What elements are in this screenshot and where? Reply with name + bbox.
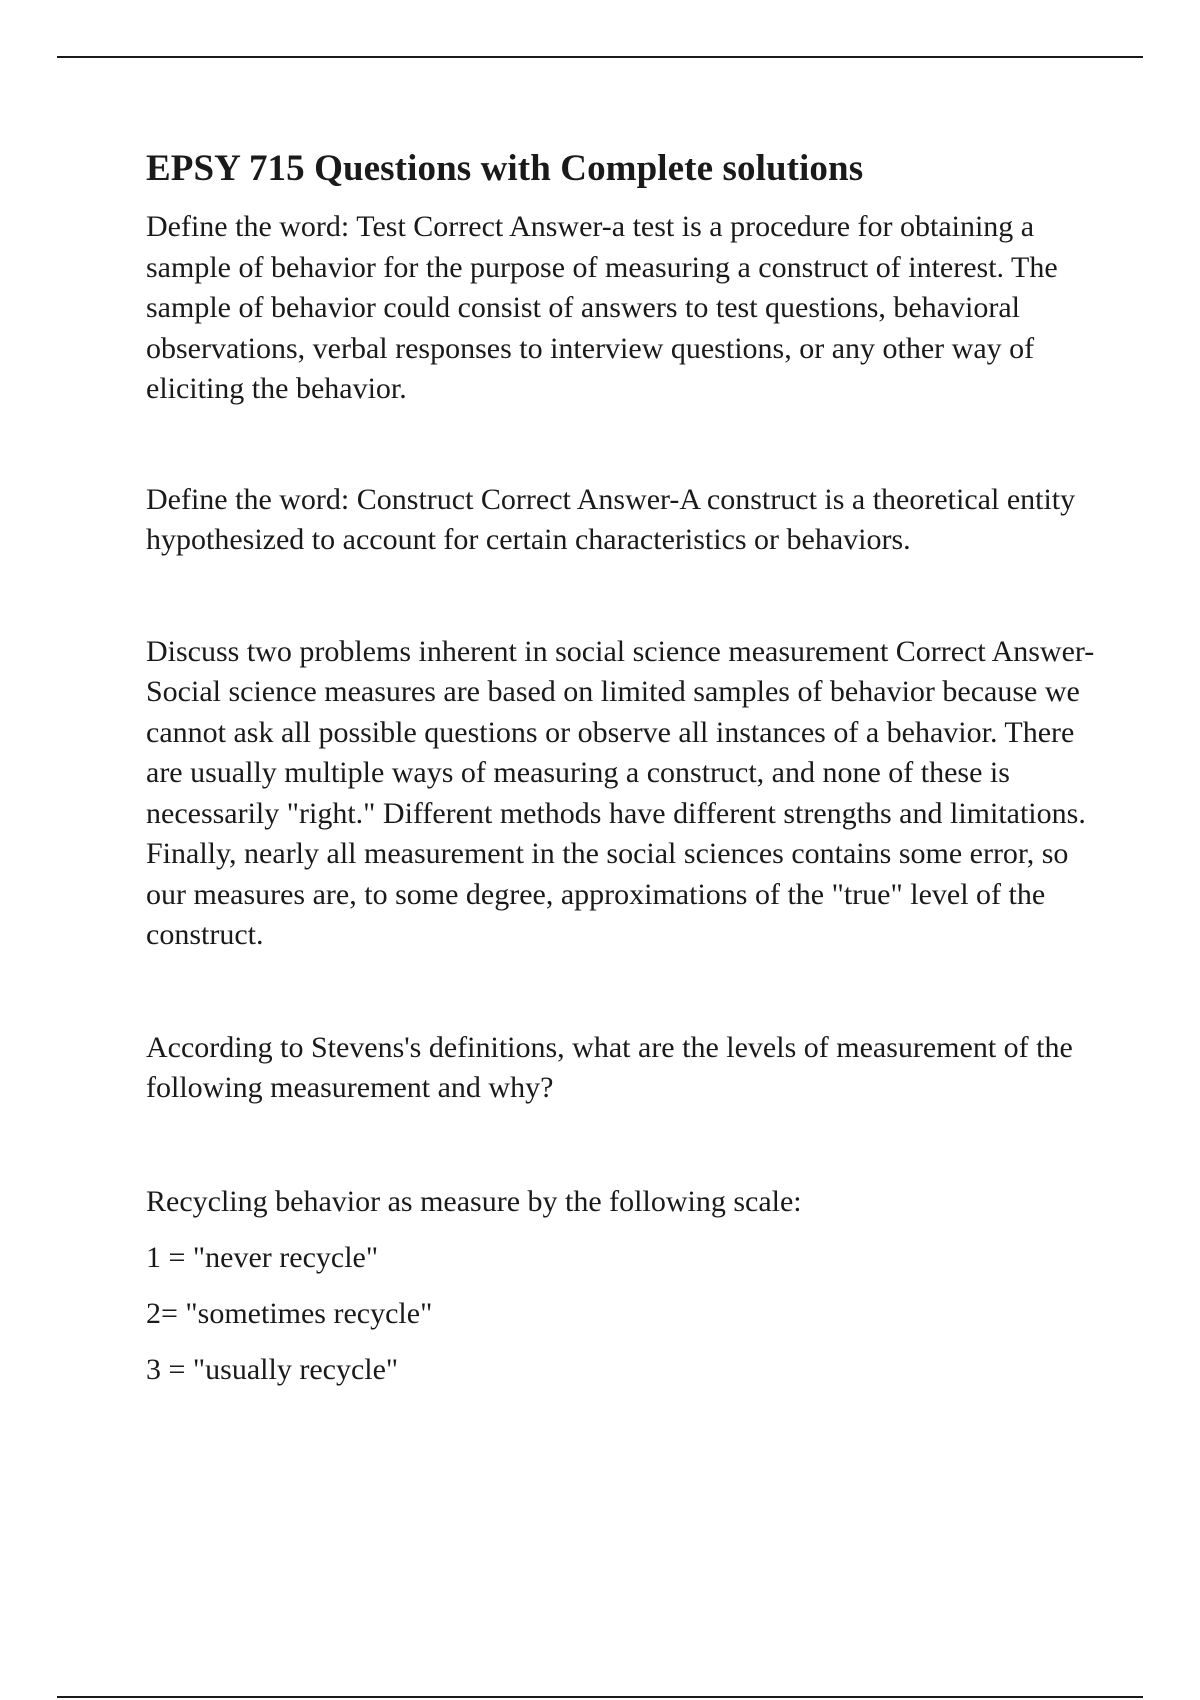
paragraph-stevens-question: According to Stevens's definitions, what are the levels of measurement of the following measurement and why? (146, 1030, 1073, 1104)
paragraph-construct-definition: Define the word: Construct Correct Answer-A construct is a theoretical entity hypothesized to account for certain characteristics or behaviors. (146, 482, 1076, 556)
scale-item-never: 1 = "never recycle" (146, 1241, 379, 1274)
paragraph-measurement-problems: Discuss two problems inherent in social science measurement Correct Answer-Social science measures are based on limited samples of behavior because we cannot ask all possible questions or observe all instances of a behavior. There are usually multiple ways of measuring a construct, and none of these is necessarily "right." Different methods have different strengths and limitations. Finally, nearly all measurement in the social sciences contains some error, so our measures are, to some degree, approximations of the "true" level of the construct. (146, 634, 1095, 951)
scale-item-sometimes: 2= "sometimes recycle" (146, 1297, 433, 1330)
top-divider (57, 56, 1143, 58)
bottom-divider (57, 1696, 1143, 1698)
paragraph-recycling-scale: Recycling behavior as measure by the following scale: (146, 1184, 802, 1218)
document-body (146, 144, 1096, 1390)
scale-item-usually: 3 = "usually recycle" (146, 1353, 399, 1386)
document-title: EPSY 715 Questions with Complete solutions (146, 148, 864, 189)
scale-list (146, 1238, 1096, 1390)
paragraph-test-definition: Define the word: Test Correct Answer-a test is a procedure for obtaining a sample of behavior for the purpose of measuring a construct of interest. The sample of behavior could consist of answers to test questions, behavioral observations, verbal responses to interview questions, or any other way of eliciting the behavior. (146, 210, 1058, 405)
